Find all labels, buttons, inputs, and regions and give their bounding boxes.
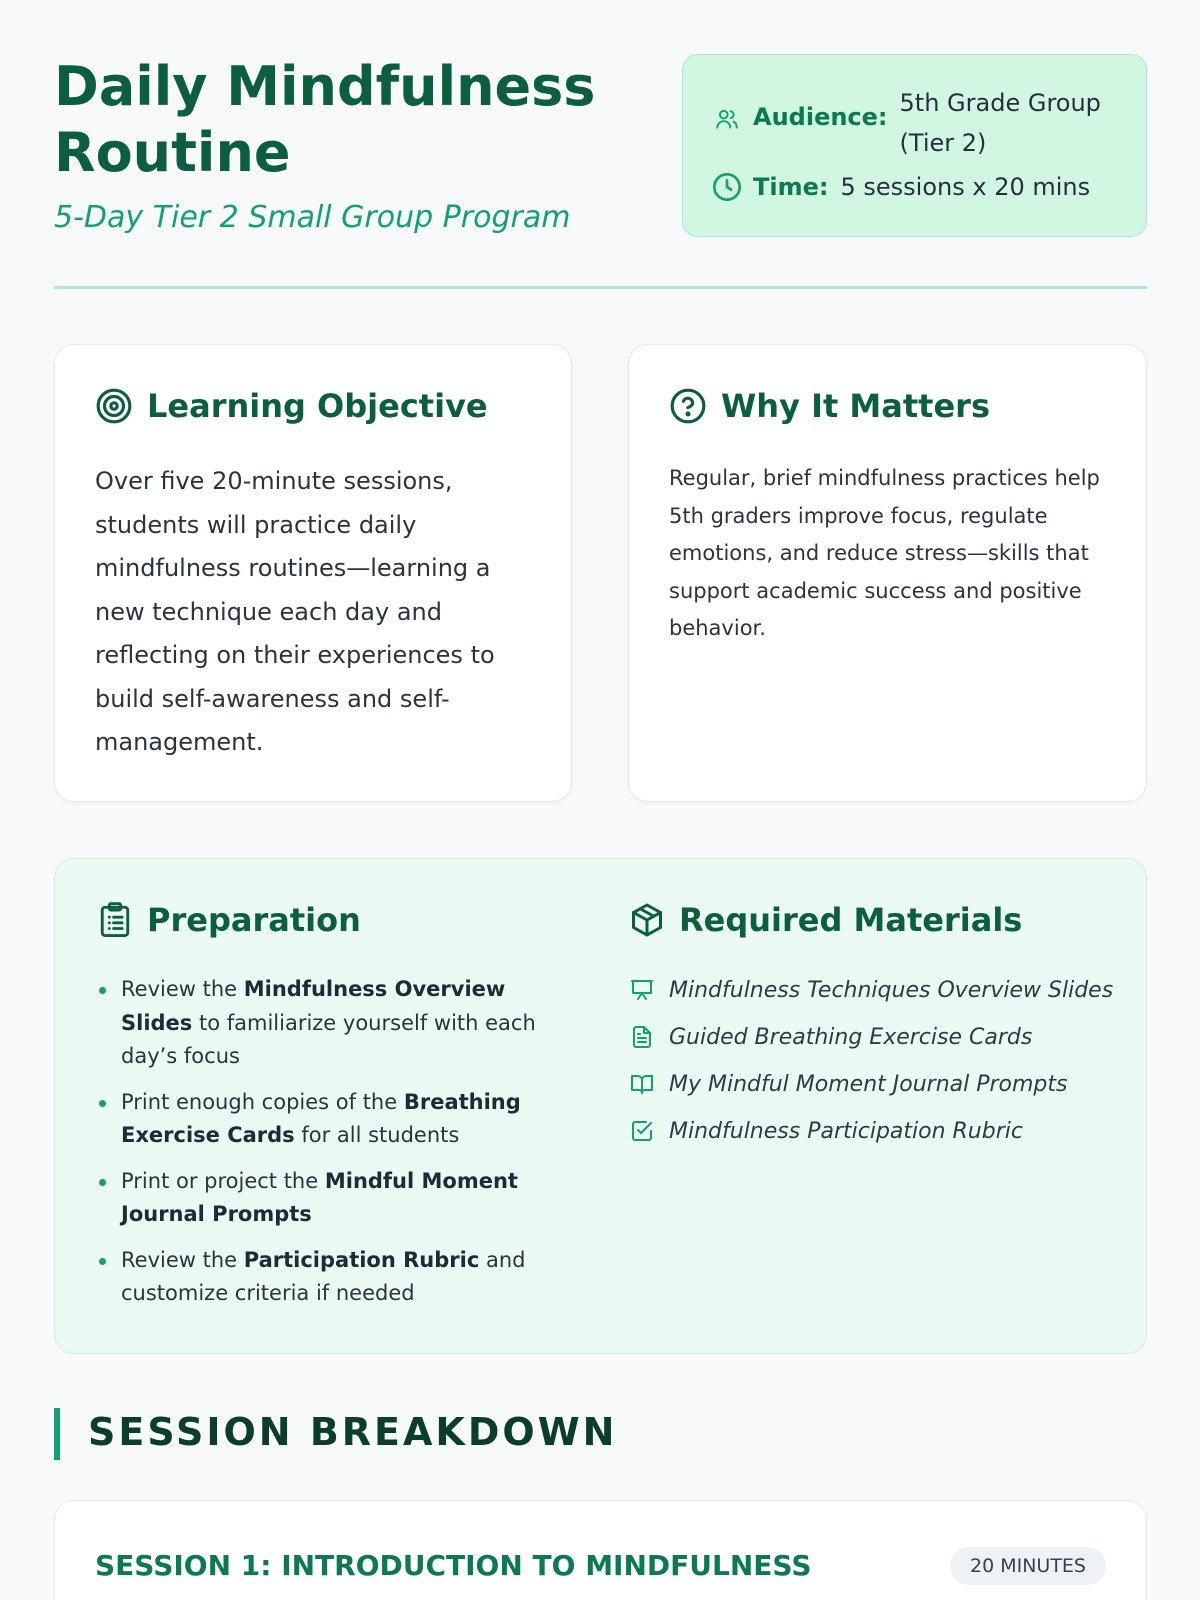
clock-icon [711, 171, 743, 203]
lesson-plan-page [54, 0, 1147, 1600]
learning-objective-header [95, 387, 488, 425]
page-title: Daily Mindfulness Routine [54, 55, 596, 184]
duration-badge: 20 MINUTES [950, 1547, 1106, 1585]
question-circle-icon [669, 387, 707, 425]
list-item: Mindfulness Participation Rubric [629, 1114, 1119, 1148]
preparation-materials-section [54, 858, 1147, 1354]
session-card [54, 1500, 1147, 1600]
header-divider [54, 286, 1147, 289]
info-box [682, 54, 1147, 237]
list-item: Print or project the Mindful Moment Journal Prompts [97, 1165, 567, 1232]
list-item: Review the Participation Rubric and customize criteria if needed [97, 1244, 567, 1311]
learning-objective-text: Over five 20-minute sessions, students will practice daily mindfulness routines—learning a new technique each day and reflecting on their experiences to build self-awareness and self-management. [95, 467, 495, 756]
why-it-matters-card [628, 344, 1147, 802]
audience-value: 5th Grade Group (Tier 2) [899, 89, 1101, 157]
checkbox-icon [629, 1118, 655, 1144]
why-it-matters-header [669, 387, 990, 425]
presentation-icon [629, 977, 655, 1003]
time-row [711, 171, 1090, 203]
session-title: SESSION 1: INTRODUCTION TO MINDFULNESS [95, 1549, 812, 1582]
clipboard-icon [97, 901, 133, 939]
open-book-icon [629, 1071, 655, 1097]
preparation-header [97, 901, 361, 939]
why-it-matters-heading: Why It Matters [721, 387, 990, 425]
package-icon [629, 901, 665, 939]
list-item: Print enough copies of the Breathing Exercise Cards for all students [97, 1086, 567, 1153]
materials-list [629, 973, 1119, 1161]
preparation-heading: Preparation [147, 901, 361, 939]
users-icon [711, 103, 743, 135]
learning-objective-card [54, 344, 572, 802]
session-breakdown-heading: SESSION BREAKDOWN [88, 1410, 618, 1454]
list-item: My Mindful Moment Journal Prompts [629, 1067, 1119, 1101]
page-subtitle: 5-Day Tier 2 Small Group Program [54, 200, 571, 235]
time-value: 5 sessions x 20 mins [840, 173, 1091, 201]
materials-header [629, 901, 1022, 939]
section-accent-bar [54, 1408, 60, 1460]
why-it-matters-text: Regular, brief mindfulness practices help 5th graders improve focus, regulate emotions, and reduce stress—skills that support academic success and positive behavior. [669, 466, 1100, 640]
list-item: Guided Breathing Exercise Cards [629, 1020, 1119, 1054]
preparation-list [97, 973, 567, 1323]
target-icon [95, 387, 133, 425]
materials-heading: Required Materials [679, 901, 1023, 939]
list-item: Mindfulness Techniques Overview Slides [629, 973, 1119, 1007]
audience-label: Audience: [753, 103, 888, 131]
time-label: Time: [753, 173, 829, 201]
list-item: Review the Mindfulness Overview Slides to familiarize yourself with each day’s focus [97, 973, 567, 1074]
document-icon [629, 1024, 655, 1050]
audience-row [711, 83, 1120, 163]
learning-objective-heading: Learning Objective [147, 387, 488, 425]
